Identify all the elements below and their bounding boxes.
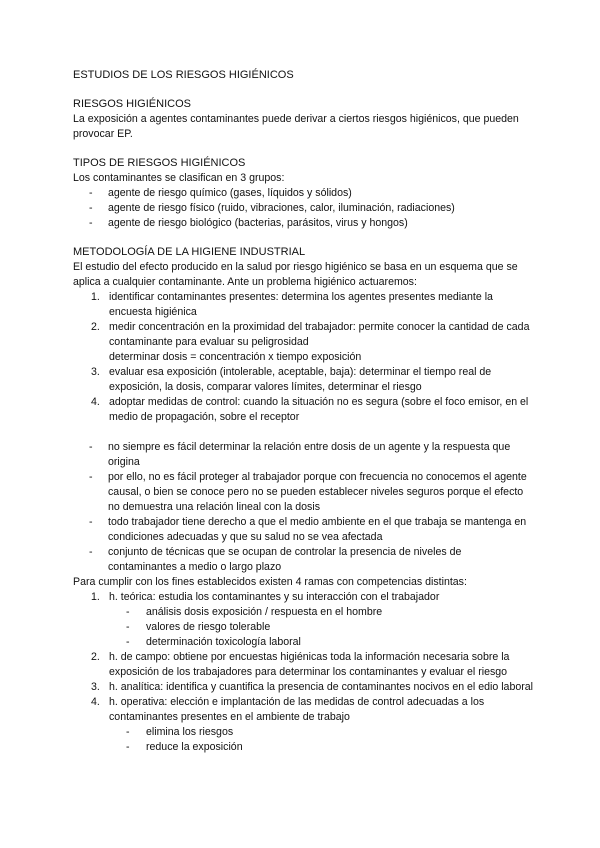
spacer — [73, 425, 533, 440]
item-number: 4. — [91, 396, 100, 408]
list-item: - no siempre es fácil determinar la relación entre dosis de un agente y la respuesta que origina — [73, 440, 533, 470]
branches-list — [73, 590, 533, 755]
section-heading-tipos: TIPOS DE RIESGOS HIGIÉNICOS — [73, 157, 246, 169]
list-item: - todo trabajador tiene derecho a que el medio ambiente en el que trabaja se mantenga en condiciones adecuadas y que su salud no se vea afectada — [73, 515, 533, 545]
item-number: 2. — [91, 321, 100, 333]
sub-list — [109, 725, 533, 755]
list-item: - reduce la exposición — [109, 740, 533, 755]
list-item — [73, 290, 533, 320]
metodologia-intro: El estudio del efecto producido en la salud por riesgo higiénico se basa en un esquema que se aplica a cualquier contaminante. Ante un problema higiénico actuaremos: — [73, 261, 518, 288]
section-text-riesgos: La exposición a agentes contaminantes puede derivar a ciertos riesgos higiénicos, que pueden provocar EP. — [73, 113, 519, 140]
document-page — [73, 68, 533, 755]
list-item: - agente de riesgo biológico (bacterias, parásitos, virus y hongos) — [73, 216, 533, 231]
list-item: - elimina los riesgos — [109, 725, 533, 740]
list-item — [73, 365, 533, 395]
list-item: - análisis dosis exposición / respuesta en el hombre — [109, 605, 533, 620]
item-number: 3. — [91, 366, 100, 378]
item-text: adoptar medidas de control: cuando la situación no es segura (sobre el foco emisor, en el medio de propagación, sobre el receptor — [109, 396, 529, 423]
list-item: - conjunto de técnicas que se ocupan de controlar la presencia de niveles de contaminantes a medio o largo plazo — [73, 545, 533, 575]
section-heading-metodologia: METODOLOGÍA DE LA HIGIENE INDUSTRIAL — [73, 246, 306, 258]
item-text: h. operativa: elección e implantación de las medidas de control adecuadas a los contaminantes presentes en el ambiente de trabajo — [109, 696, 485, 723]
item-text: evaluar esa exposición (intolerable, aceptable, baja): determinar el tiempo real de exposición, la dosis, comparar valores límites, determinar el riesgo — [109, 366, 492, 393]
list-item — [73, 590, 533, 650]
list-item — [73, 395, 533, 425]
tipos-intro: Los contaminantes se clasifican en 3 grupos: — [73, 172, 285, 184]
item-text: h. analítica: identifica y cuantifica la presencia de contaminantes nocivos en el edio laboral — [109, 681, 534, 693]
item-number: 1. — [91, 291, 100, 303]
item-number: 1. — [91, 591, 100, 603]
item-extra: determinar dosis = concentración x tiempo exposición — [109, 351, 362, 363]
item-number: 2. — [91, 651, 100, 663]
item-text: h. de campo: obtiene por encuestas higiénicas toda la información necesaria sobre la exposición de los trabajadores para determinar los contaminantes y evaluar el riesgo — [109, 651, 510, 678]
section-heading-riesgos: RIESGOS HIGIÉNICOS — [73, 98, 191, 110]
tipos-list — [73, 186, 533, 231]
steps-list — [73, 290, 533, 425]
sub-list — [109, 605, 533, 650]
list-item — [73, 680, 533, 695]
notes-list — [73, 440, 533, 575]
list-item: - por ello, no es fácil proteger al trabajador porque con frecuencia no conocemos el agente causal, o bien se conoce pero no se pueden establecer niveles seguros porque el efecto no demuestra una relación lineal con la dosis — [73, 470, 533, 515]
list-item — [73, 695, 533, 755]
list-item: - valores de riesgo tolerable — [109, 620, 533, 635]
item-text: identificar contaminantes presentes: determina los agentes presentes mediante la encuesta higiénica — [109, 291, 493, 318]
list-item: - agente de riesgo físico (ruido, vibraciones, calor, iluminación, radiaciones) — [73, 201, 533, 216]
document-title: ESTUDIOS DE LOS RIESGOS HIGIÉNICOS — [73, 69, 294, 81]
list-item: - agente de riesgo químico (gases, líquidos y sólidos) — [73, 186, 533, 201]
item-number: 3. — [91, 681, 100, 693]
list-item: - determinación toxicología laboral — [109, 635, 533, 650]
item-number: 4. — [91, 696, 100, 708]
list-item — [73, 320, 533, 365]
item-text: medir concentración en la proximidad del trabajador: permite conocer la cantidad de cada contaminante para evaluar su peligrosidad — [109, 321, 530, 348]
branches-intro: Para cumplir con los fines establecidos existen 4 ramas con competencias distintas: — [73, 576, 467, 588]
item-text: h. teórica: estudia los contaminantes y su interacción con el trabajador — [109, 591, 440, 603]
list-item — [73, 650, 533, 680]
